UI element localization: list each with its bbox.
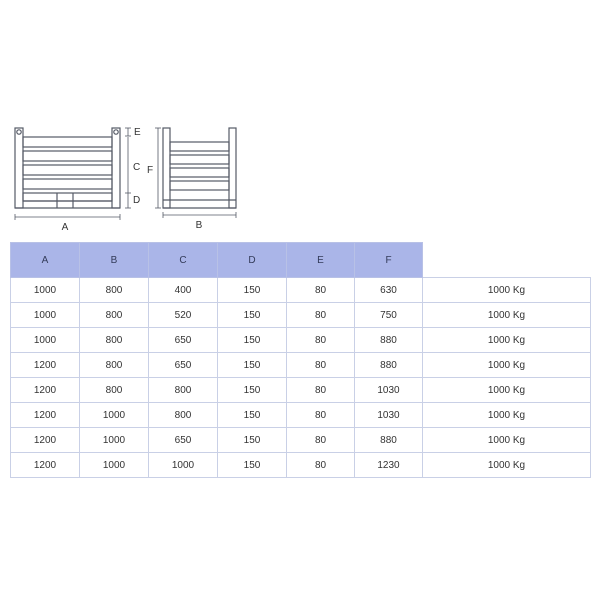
- cell-c: 400: [149, 278, 218, 303]
- dimension-a-label: A: [61, 222, 69, 233]
- cell-a: 1000: [11, 328, 80, 353]
- header-d: D: [218, 243, 287, 278]
- header-e: E: [287, 243, 355, 278]
- table-row: [11, 328, 591, 353]
- cell-d: 150: [218, 353, 287, 378]
- cell-f: 750: [355, 303, 423, 328]
- front-slat: [23, 165, 112, 175]
- cell-capacity: 1000 Kg: [423, 403, 591, 428]
- cell-f: 1030: [355, 378, 423, 403]
- cell-e: 80: [287, 428, 355, 453]
- table-row: [11, 353, 591, 378]
- table-row: [11, 453, 591, 478]
- header-capacity: [423, 243, 591, 278]
- front-slat: [23, 179, 112, 189]
- cell-b: 800: [80, 353, 149, 378]
- dimension-e-label: E: [134, 127, 141, 138]
- cell-a: 1200: [11, 428, 80, 453]
- cell-d: 150: [218, 428, 287, 453]
- table-row: [11, 378, 591, 403]
- cell-e: 80: [287, 328, 355, 353]
- cell-b: 800: [80, 278, 149, 303]
- cell-capacity: 1000 Kg: [423, 428, 591, 453]
- front-left-post: [15, 128, 23, 208]
- cell-d: 150: [218, 403, 287, 428]
- side-slat: [170, 155, 229, 164]
- front-view: [15, 128, 120, 208]
- dimension-f-label: F: [147, 165, 154, 176]
- cell-e: 80: [287, 378, 355, 403]
- side-view: [163, 128, 236, 208]
- cell-d: 150: [218, 303, 287, 328]
- cell-c: 650: [149, 428, 218, 453]
- front-slat: [23, 193, 112, 201]
- cell-capacity: 1000 Kg: [423, 328, 591, 353]
- front-left-eyelet: [17, 130, 21, 134]
- dimension-c-label: C: [133, 162, 141, 173]
- cell-a: 1200: [11, 453, 80, 478]
- cell-e: 80: [287, 353, 355, 378]
- cell-c: 800: [149, 403, 218, 428]
- header-c: C: [149, 243, 218, 278]
- cell-f: 880: [355, 428, 423, 453]
- cell-b: 800: [80, 328, 149, 353]
- dimension-diagram: [0, 0, 600, 240]
- cell-d: 150: [218, 453, 287, 478]
- cell-b: 1000: [80, 453, 149, 478]
- front-slat: [23, 151, 112, 161]
- cell-c: 650: [149, 353, 218, 378]
- cell-capacity: 1000 Kg: [423, 303, 591, 328]
- header-f: F: [355, 243, 423, 278]
- cell-capacity: 1000 Kg: [423, 278, 591, 303]
- dimension-d-label: D: [133, 195, 141, 206]
- cell-e: 80: [287, 303, 355, 328]
- cell-a: 1000: [11, 303, 80, 328]
- dimensions-table: [10, 242, 591, 478]
- cell-d: 150: [218, 328, 287, 353]
- cell-e: 80: [287, 453, 355, 478]
- front-right-eyelet: [114, 130, 118, 134]
- cell-capacity: 1000 Kg: [423, 453, 591, 478]
- table-row: [11, 403, 591, 428]
- side-slat: [170, 181, 229, 190]
- cell-f: 1230: [355, 453, 423, 478]
- front-right-post: [112, 128, 120, 208]
- cell-capacity: 1000 Kg: [423, 353, 591, 378]
- side-slat: [170, 142, 229, 151]
- table-row: [11, 428, 591, 453]
- cell-b: 1000: [80, 403, 149, 428]
- cell-b: 800: [80, 303, 149, 328]
- cell-a: 1200: [11, 353, 80, 378]
- table-header-row: [11, 243, 591, 278]
- cell-d: 150: [218, 278, 287, 303]
- dimension-b-label: B: [195, 220, 203, 231]
- side-slat: [170, 168, 229, 177]
- cell-b: 800: [80, 378, 149, 403]
- cell-e: 80: [287, 278, 355, 303]
- cell-a: 1200: [11, 403, 80, 428]
- cell-c: 650: [149, 328, 218, 353]
- cell-c: 520: [149, 303, 218, 328]
- header-b: B: [80, 243, 149, 278]
- cell-f: 1030: [355, 403, 423, 428]
- cell-f: 880: [355, 328, 423, 353]
- table-body: [11, 278, 591, 478]
- cell-d: 150: [218, 378, 287, 403]
- cell-capacity: 1000 Kg: [423, 378, 591, 403]
- cell-b: 1000: [80, 428, 149, 453]
- front-slat: [23, 137, 112, 147]
- side-right-post: [229, 128, 236, 208]
- table-row: [11, 278, 591, 303]
- header-a: A: [11, 243, 80, 278]
- cell-c: 1000: [149, 453, 218, 478]
- table-row: [11, 303, 591, 328]
- cell-a: 1200: [11, 378, 80, 403]
- cell-a: 1000: [11, 278, 80, 303]
- cell-e: 80: [287, 403, 355, 428]
- cell-f: 630: [355, 278, 423, 303]
- cell-f: 880: [355, 353, 423, 378]
- side-left-post: [163, 128, 170, 208]
- cell-c: 800: [149, 378, 218, 403]
